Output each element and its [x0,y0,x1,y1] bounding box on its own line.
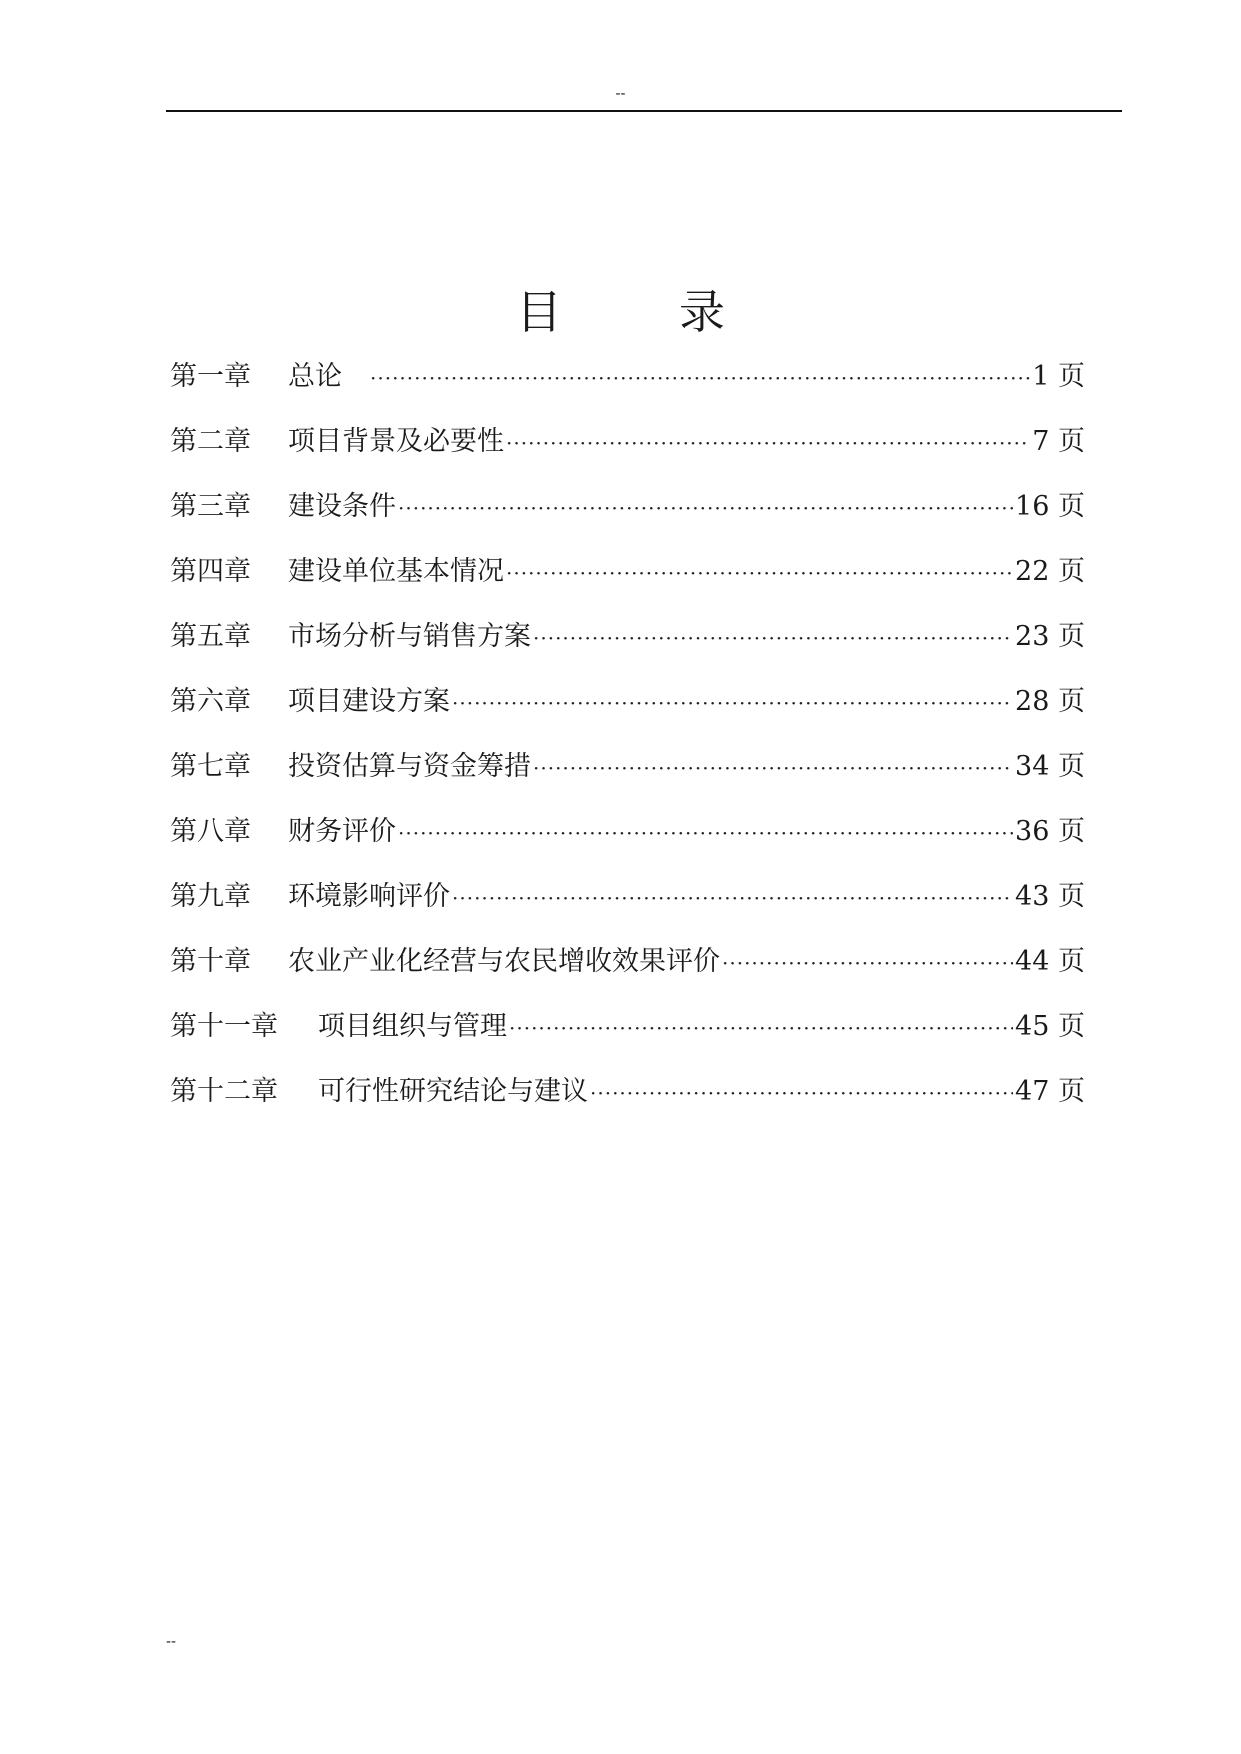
toc-dot-leader [722,938,1013,988]
toc-entry-chapter-1[interactable] [170,352,1085,417]
header-rule [166,110,1122,112]
page-footer-mark: -- [166,1633,176,1650]
toc-chapter-heading: 市场分析与销售方案 [288,621,531,652]
toc-entry-chapter-11[interactable] [170,1002,1085,1067]
toc-dot-leader [509,1003,1013,1053]
toc-dot-leader [506,418,1030,468]
toc-dot-leader [398,808,1013,858]
toc-page-number: 45 页 [1015,1011,1085,1042]
toc-page-number: 22 页 [1015,556,1085,587]
toc-dot-leader [452,873,1013,923]
toc-dot-leader [452,678,1013,728]
toc-chapter-number: 第一章 [170,361,251,392]
toc-dot-leader [590,1068,1013,1118]
toc-chapter-heading: 项目建设方案 [288,686,450,717]
toc-page-number: 1 页 [1032,361,1085,392]
toc-page-number: 16 页 [1015,491,1085,522]
toc-chapter-heading: 环境影响评价 [288,881,450,912]
toc-chapter-number: 第十二章 [170,1076,278,1107]
toc-chapter-number: 第七章 [170,751,251,782]
toc-chapter-heading: 建设条件 [288,491,396,522]
toc-chapter-number: 第十一章 [170,1011,278,1042]
toc-entry-chapter-2[interactable] [170,417,1085,482]
page-header-mark: -- [615,85,626,102]
toc-chapter-heading: 财务评价 [288,816,396,847]
toc-entry-chapter-10[interactable] [170,937,1085,1002]
toc-chapter-number: 第二章 [170,426,251,457]
toc-chapter-number: 第十章 [170,946,251,977]
toc-page-number: 43 页 [1015,881,1085,912]
toc-dot-leader [533,613,1013,663]
toc-chapter-heading: 项目组织与管理 [318,1011,507,1042]
table-of-contents [170,352,1085,1132]
toc-dot-leader [506,548,1013,598]
toc-chapter-number: 第四章 [170,556,251,587]
toc-entry-chapter-12[interactable] [170,1067,1085,1132]
toc-chapter-number: 第三章 [170,491,251,522]
toc-chapter-heading: 建设单位基本情况 [288,556,504,587]
toc-page-number: 23 页 [1015,621,1085,652]
toc-page-number: 44 页 [1015,946,1085,977]
toc-dot-leader [533,743,1013,793]
toc-chapter-number: 第九章 [170,881,251,912]
toc-chapter-heading: 项目背景及必要性 [288,426,504,457]
toc-page-number: 36 页 [1015,816,1085,847]
toc-title: 目 录 [516,285,725,339]
toc-dot-leader [398,483,1013,533]
toc-dot-leader [370,353,1030,403]
toc-chapter-number: 第八章 [170,816,251,847]
toc-page-number: 7 页 [1032,426,1085,457]
toc-chapter-heading: 农业产业化经营与农民增收效果评价 [288,946,720,977]
toc-entry-chapter-7[interactable] [170,742,1085,807]
toc-page-number: 47 页 [1015,1076,1085,1107]
toc-chapter-heading: 投资估算与资金筹措 [288,751,531,782]
toc-entry-chapter-8[interactable] [170,807,1085,872]
toc-entry-chapter-5[interactable] [170,612,1085,677]
toc-page-number: 28 页 [1015,686,1085,717]
toc-entry-chapter-9[interactable] [170,872,1085,937]
toc-chapter-number: 第六章 [170,686,251,717]
toc-chapter-heading: 总论 [288,361,342,392]
toc-entry-chapter-3[interactable] [170,482,1085,547]
toc-chapter-number: 第五章 [170,621,251,652]
toc-entry-chapter-4[interactable] [170,547,1085,612]
toc-page-number: 34 页 [1015,751,1085,782]
toc-chapter-heading: 可行性研究结论与建议 [318,1076,588,1107]
toc-entry-chapter-6[interactable] [170,677,1085,742]
